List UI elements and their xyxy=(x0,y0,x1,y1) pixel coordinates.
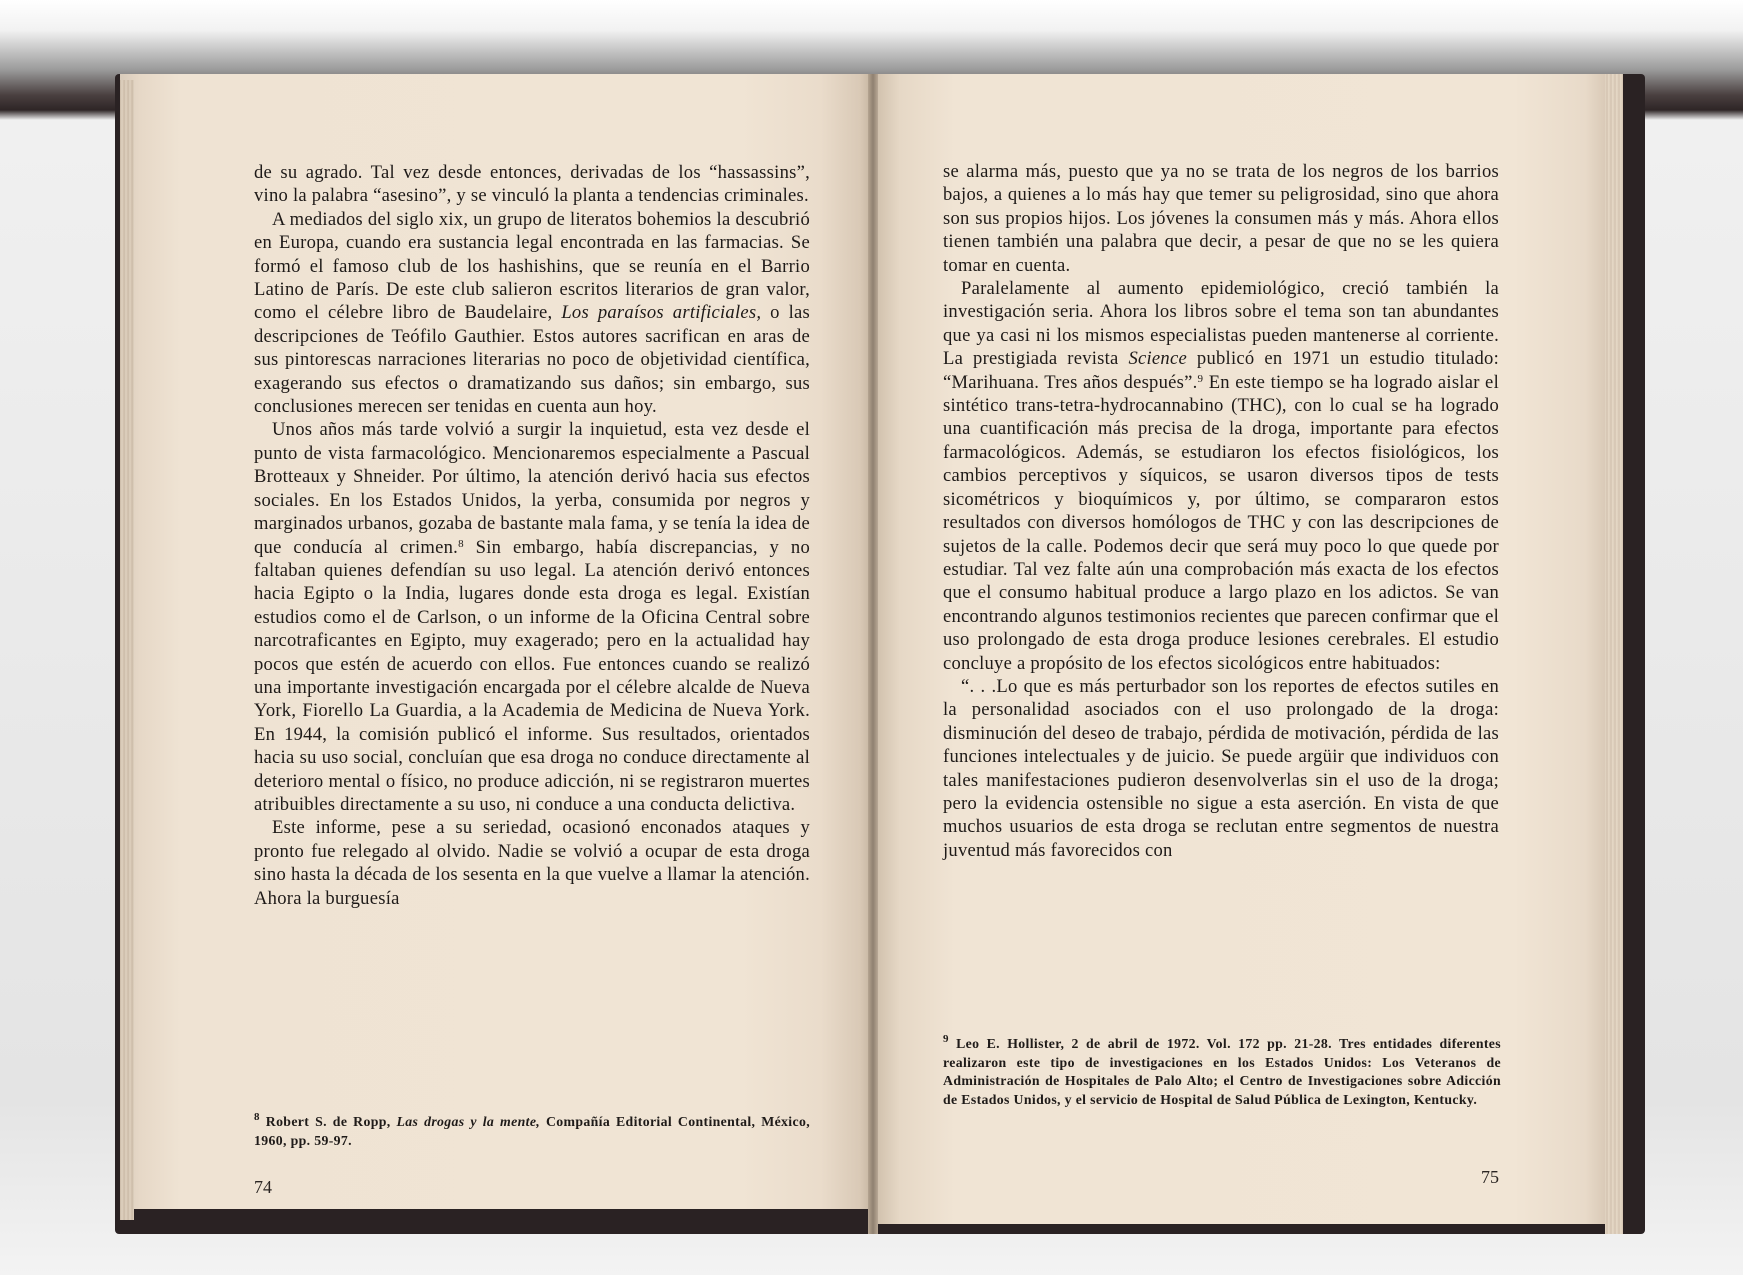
right-page-body xyxy=(943,160,1499,862)
right-footnote: $^9$ Leo E. Hollister, 2 de abril de 1972. Vol. 172 pp. 21-28. Tres entidades diferentes realizaron este tipo de investigaciones en los Estados Unidos: Los Veteranos de Administración de Hospitales de Palo Alto; el Centro de Investigaciones sobre Adicción de Estados Unidos, y el servicio de Hospital de Salud Pública de Lexington, Kentucky. xyxy=(943,1033,1501,1107)
journal-title-italic: Science xyxy=(1128,348,1187,370)
book-gutter xyxy=(868,74,878,1234)
footnote-reference: 8 xyxy=(458,537,464,550)
paragraph: Unos años más tarde volvió a surgir la inquietud, esta vez desde el punto de vista farmacológico. Mencionaremos especialmente a Pascual Brotteaux y Shneider. Por último, la atención derivó hacia sus efectos sociales. En los Estados Unidos, la yerba, consumida por negros y marginados urbanos, gozaba de bastante mala fama, y se tenía la idea de que conducía al crimen.$^8$ Sin embargo, había discrepancias, y no faltaban quienes defendían su uso legal. La atención derivó entonces hacia Egipto o la India, lugares donde esta droga es legal. Existían estudios como el de Carlson, o un informe de la Oficina Central sobre narcotraficantes en Egipto, muy exagerado; pero en la actualidad hay pocos que estén de acuerdo con ellos. Fue entonces cuando se realizó una importante investigación encargada por el célebre alcalde de Nueva York, Fiorello La Guardia, a la Academia de Medicina de Nueva York. En 1944, la comisión publicó el informe. Sus resultados, orientados hacia su uso social, concluían que esa droga no conduce directamente al deterioro mental o físico, no produce adicción, ni se registraron muertes atribuibles directamente a su uso, ni conduce a una conducta delictiva. xyxy=(254,419,810,815)
quotation-paragraph: “. . .Lo que es más perturbador son los reportes de efectos sutiles en la personalidad asociados con el uso prolongado de la droga: disminución del deseo de trabajo, pérdida de motivación, pérdida de las funciones intelectuales y de juicio. Se puede argüir que individuos con tales manifestaciones pudieron desenvolverlas sin el uso de la droga; pero la evidencia ostensible no sigue a esta aserción. En vista de que muchos usuarios de esta droga se reclutan entre segmentos de nuestra juventud más favorecidos con xyxy=(943,675,1499,861)
page-number-left: 74 xyxy=(254,1177,272,1197)
footnote-reference: 9 xyxy=(1197,372,1204,385)
page-number-right: 75 xyxy=(1481,1167,1499,1187)
right-page-edge xyxy=(1605,74,1623,1234)
left-footnote: $^8$ Robert S. de Ropp, Las drogas y la mente, Compañía Editorial Continental, México, 1960, pp. 59-97. xyxy=(254,1111,810,1148)
paragraph: de su agrado. Tal vez desde entonces, derivadas de los “hassassins”, vino la palabra “asesino”, y se vinculó la planta a tendencias criminales. xyxy=(254,162,810,207)
left-page-edge xyxy=(120,80,134,1220)
paragraph: se alarma más, puesto que ya no se trata de los negros de los barrios bajos, a quienes a lo más hay que temer su peligrosidad, sino que ahora son sus propios hijos. Los jóvenes la consumen más y más. Ahora ellos tienen también una palabra que decir, a pesar de que no se les quiera tomar en cuenta. xyxy=(943,161,1499,276)
left-page-body xyxy=(254,161,810,910)
paragraph: A mediados del siglo xix, un grupo de literatos bohemios la descubrió en Europa, cuando era sustancia legal encontrada en las farmacias. Se formó el famoso club de los hashishins, que se reunía en el Barrio Latino de París. De este club salieron escritos literarios de gran valor, como el célebre libro de Baudelaire, Los paraísos artificiales, o las descripciones de Teófilo Gauthier. Estos autores sacrifican en aras de sus pintorescas narraciones literarias no poco de objetividad científica, exagerando sus efectos o dramatizando sus daños; sin embargo, sus conclusiones merecen ser tenidas en cuenta aun hoy. xyxy=(254,208,810,418)
paragraph: Paralelamente al aumento epidemiológico, creció también la investigación seria. Ahora los libros sobre el tema son tan abundantes que ya casi ni los mismos especialistas pueden mantenerse al corriente. La prestigiada revista Science publicó en 1971 un estudio titulado: “Marihuana. Tres años después”.$^9$ En este tiempo se ha logrado aislar el sintético trans-tetra-hydrocannabino (THC), con lo cual se ha logrado una cuantificación más precisa de la droga, importante para efectos farmacológicos. Además, se estudiaron los efectos fisiológicos, los cambios perceptivos y síquicos, se usaron diversos tipos de tests sicométricos y bioquímicos y, por último, se compararon estos resultados con diversos homólogos de THC y con las descripciones de sujetos de la calle. Podemos decir que será muy poco lo que quede por estudiar. Tal vez falte aún una comprobación más exacta de los efectos que el consumo habitual produce a largo plazo en los adictos. Se van encontrando algunos testimonios recientes que parecen confirmar que el uso prolongado de esta droga produce lesiones cerebrales. El estudio concluye a propósito de los efectos sicológicos entre habituados: xyxy=(943,278,1499,674)
book-title-italic: Los paraísos artificiales, xyxy=(561,302,762,324)
paragraph: Este informe, pese a su seriedad, ocasionó enconados ataques y pronto fue relegado al olvido. Nadie se volvió a ocupar de esta droga sino hasta la década de los sesenta en la que vuelve a llamar la atención. Ahora la burguesía xyxy=(254,817,810,909)
